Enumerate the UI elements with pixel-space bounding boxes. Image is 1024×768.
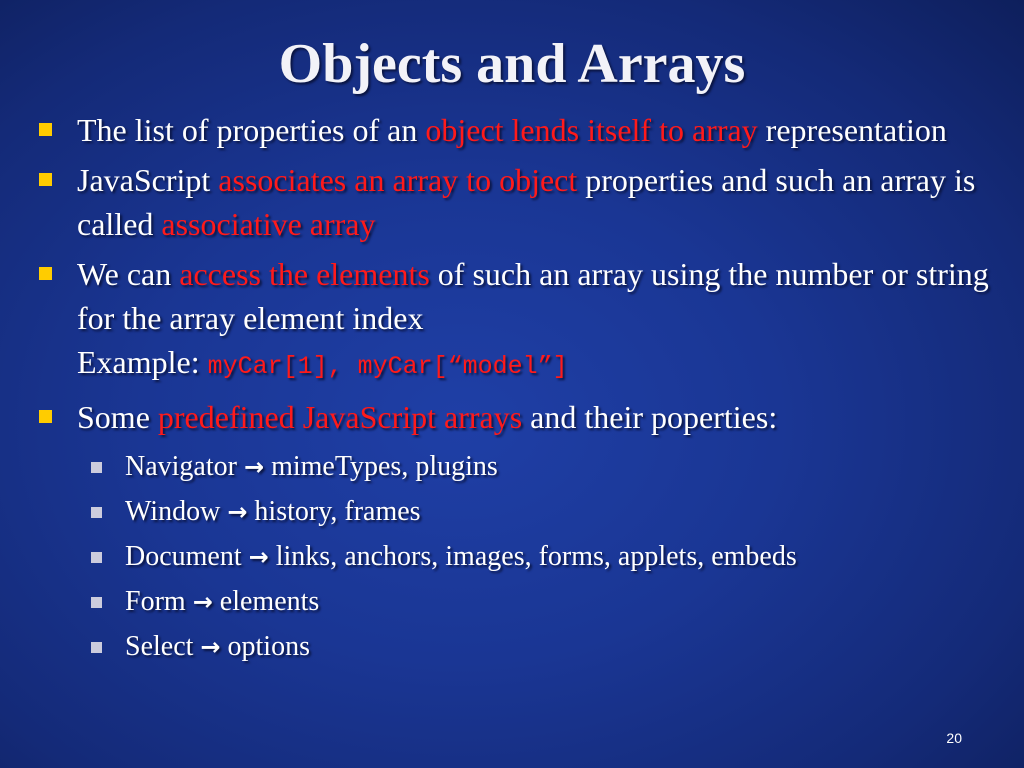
highlight-text: object lends itself to array: [425, 112, 758, 148]
right-arrow-icon: →: [243, 453, 265, 481]
bullet-text: properties and such an array is called: [77, 162, 976, 242]
right-arrow-icon: →: [248, 543, 269, 571]
right-arrow-icon: →: [227, 498, 248, 526]
bullet-item: [36, 108, 996, 152]
example-code: myCar[1], myCar[“model”]: [207, 352, 568, 381]
right-arrow-icon: →: [192, 588, 213, 616]
sub-bullet-values: history, frames: [254, 496, 421, 527]
sub-bullet-values: elements: [219, 586, 320, 617]
slide-title: Objects and Arrays: [278, 33, 746, 95]
example-label: Example:: [77, 344, 208, 380]
bullet-item: [36, 158, 996, 246]
sub-bullet-item: [36, 580, 996, 624]
highlight-text: access the elements: [179, 256, 430, 292]
highlight-text: associates an array to object: [218, 162, 578, 198]
square-sub-bullet-icon: [91, 552, 102, 563]
sub-bullet-values: links, anchors, images, forms, applets, embeds: [275, 541, 797, 572]
sub-bullet-item: [36, 625, 996, 669]
square-sub-bullet-icon: [91, 642, 102, 653]
right-arrow-icon: →: [200, 633, 221, 661]
page-number: 20: [946, 730, 962, 746]
slide-content: [36, 108, 996, 670]
bullet-text: We can: [77, 256, 180, 292]
sub-bullet-name: Navigator: [125, 451, 237, 482]
bullet-text: JavaScript: [77, 162, 219, 198]
sub-bullet-values: options: [227, 631, 310, 662]
sub-bullet-item: [36, 445, 996, 489]
highlight-text: associative array: [161, 206, 376, 242]
sub-bullet-values: mimeTypes, plugins: [271, 451, 498, 482]
square-bullet-icon: [39, 410, 52, 423]
bullet-text: The list of properties of an: [77, 112, 426, 148]
sub-bullet-name: Select: [125, 631, 194, 662]
bullet-text: and their poperties:: [522, 399, 778, 435]
bullet-item: [36, 252, 996, 389]
square-sub-bullet-icon: [91, 507, 102, 518]
square-sub-bullet-icon: [91, 597, 102, 608]
sub-bullet-item: [36, 490, 996, 534]
bullet-text: representation: [757, 112, 947, 148]
square-bullet-icon: [39, 267, 52, 280]
square-bullet-icon: [39, 123, 52, 136]
square-bullet-icon: [39, 173, 52, 186]
bullet-text: of such an array using the number or string for the array element index: [77, 256, 989, 336]
sub-bullet-name: Document: [125, 541, 242, 572]
bullet-text: Some: [77, 399, 158, 435]
sub-bullet-item: [36, 535, 996, 579]
sub-bullet-name: Window: [125, 496, 221, 527]
highlight-text: predefined JavaScript arrays: [157, 399, 523, 435]
sub-bullet-name: Form: [125, 586, 186, 617]
square-sub-bullet-icon: [91, 462, 102, 473]
bullet-item: [36, 395, 996, 439]
